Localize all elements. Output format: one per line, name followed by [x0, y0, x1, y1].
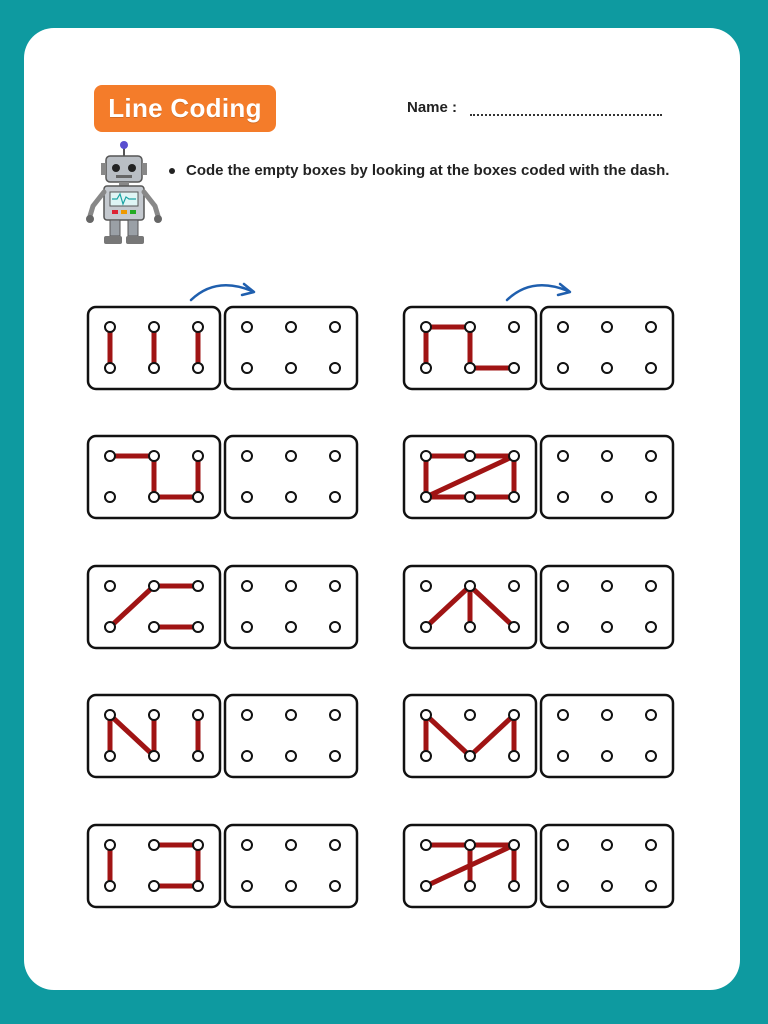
grid-dot [509, 492, 519, 502]
grid-dot [509, 622, 519, 632]
grid-dot[interactable] [602, 581, 612, 591]
grid-dot[interactable] [646, 710, 656, 720]
grid-dot [105, 581, 115, 591]
grid-dot[interactable] [602, 710, 612, 720]
grid-dot [105, 710, 115, 720]
grid-dot[interactable] [242, 710, 252, 720]
grid-dot [465, 581, 475, 591]
grid-dot[interactable] [286, 710, 296, 720]
grid-dot [509, 322, 519, 332]
puzzle-pair [88, 307, 357, 389]
grid-dot [193, 322, 203, 332]
grid-dot [509, 840, 519, 850]
grid-dot [105, 840, 115, 850]
grid-dot [421, 451, 431, 461]
example-box [88, 566, 220, 648]
grid-dot[interactable] [646, 840, 656, 850]
grid-dot[interactable] [646, 451, 656, 461]
grid-dot[interactable] [286, 581, 296, 591]
grid-dot[interactable] [330, 451, 340, 461]
grid-dot[interactable] [558, 492, 568, 502]
grid-dot[interactable] [646, 751, 656, 761]
grid-dot[interactable] [646, 881, 656, 891]
puzzle-pair [404, 695, 673, 777]
grid-dot[interactable] [558, 881, 568, 891]
grid-dot[interactable] [646, 622, 656, 632]
grid-dot [149, 492, 159, 502]
grid-dot[interactable] [558, 710, 568, 720]
empty-answer-box[interactable] [225, 695, 357, 777]
name-label: Name : [407, 99, 458, 116]
empty-answer-box[interactable] [541, 307, 673, 389]
grid-dot [193, 622, 203, 632]
grid-dot [193, 840, 203, 850]
grid-dot[interactable] [330, 322, 340, 332]
grid-dot[interactable] [646, 492, 656, 502]
grid-dot[interactable] [602, 622, 612, 632]
grid-dot[interactable] [286, 622, 296, 632]
grid-dot [465, 451, 475, 461]
grid-dot [509, 363, 519, 373]
grid-dot [105, 492, 115, 502]
grid-dot[interactable] [286, 881, 296, 891]
grid-dot[interactable] [602, 492, 612, 502]
grid-dot[interactable] [330, 881, 340, 891]
grid-dot[interactable] [602, 840, 612, 850]
grid-dot[interactable] [242, 363, 252, 373]
grid-dot[interactable] [286, 451, 296, 461]
grid-dot [465, 710, 475, 720]
grid-dot[interactable] [286, 840, 296, 850]
grid-dot [465, 492, 475, 502]
puzzle-pair [404, 566, 673, 648]
grid-dot[interactable] [330, 492, 340, 502]
grid-dot [421, 581, 431, 591]
grid-dot[interactable] [646, 322, 656, 332]
empty-answer-box[interactable] [541, 566, 673, 648]
grid-dot[interactable] [330, 581, 340, 591]
puzzle-pair [88, 825, 357, 907]
empty-answer-box[interactable] [225, 566, 357, 648]
puzzle-pair [404, 436, 673, 518]
grid-dot [193, 710, 203, 720]
grid-dot [465, 622, 475, 632]
grid-dot[interactable] [242, 840, 252, 850]
grid-dot[interactable] [242, 492, 252, 502]
grid-dot[interactable] [558, 451, 568, 461]
grid-dot [193, 751, 203, 761]
grid-dot [421, 492, 431, 502]
grid-dot[interactable] [558, 363, 568, 373]
grid-dot[interactable] [602, 363, 612, 373]
grid-dot [149, 840, 159, 850]
grid-dot [193, 581, 203, 591]
grid-dot [149, 581, 159, 591]
puzzle-pair [88, 566, 357, 648]
empty-answer-box[interactable] [541, 436, 673, 518]
grid-dot [105, 363, 115, 373]
grid-dot [421, 751, 431, 761]
grid-dot [465, 363, 475, 373]
grid-dot[interactable] [242, 451, 252, 461]
grid-dot[interactable] [558, 322, 568, 332]
grid-dot[interactable] [330, 363, 340, 373]
grid-dot[interactable] [558, 751, 568, 761]
grid-dot [509, 881, 519, 891]
empty-answer-box[interactable] [225, 436, 357, 518]
grid-dot [193, 492, 203, 502]
grid-dot [105, 622, 115, 632]
grid-dot [149, 881, 159, 891]
grid-dot[interactable] [330, 622, 340, 632]
grid-dot[interactable] [558, 840, 568, 850]
grid-dot [149, 363, 159, 373]
puzzle-pair [404, 825, 673, 907]
grid-dot [465, 840, 475, 850]
grid-dot [509, 451, 519, 461]
instruction-text: Code the empty boxes by looking at the boxes coded with the dash. [186, 162, 670, 179]
grid-dot[interactable] [646, 581, 656, 591]
grid-dot [509, 710, 519, 720]
grid-dot[interactable] [242, 581, 252, 591]
grid-dot[interactable] [602, 751, 612, 761]
grid-dot [193, 363, 203, 373]
grid-dot [421, 622, 431, 632]
grid-dot [509, 751, 519, 761]
grid-dot [149, 751, 159, 761]
grid-dot [149, 451, 159, 461]
grid-dot [149, 710, 159, 720]
grid-dot[interactable] [602, 322, 612, 332]
grid-dot[interactable] [330, 840, 340, 850]
grid-dot [105, 881, 115, 891]
puzzle-pair [88, 436, 357, 518]
grid-dot[interactable] [286, 322, 296, 332]
grid-dot[interactable] [646, 363, 656, 373]
grid-dot [105, 751, 115, 761]
grid-dot [421, 840, 431, 850]
grid-dot [149, 622, 159, 632]
grid-dot [421, 710, 431, 720]
grid-dot[interactable] [602, 451, 612, 461]
grid-dot[interactable] [330, 751, 340, 761]
grid-dot [105, 451, 115, 461]
grid-dot[interactable] [242, 751, 252, 761]
grid-dot [149, 322, 159, 332]
grid-dot[interactable] [558, 581, 568, 591]
worksheet-title: Line Coding [94, 85, 276, 132]
grid-dot[interactable] [286, 751, 296, 761]
empty-answer-box[interactable] [541, 825, 673, 907]
grid-dot [421, 363, 431, 373]
empty-answer-box[interactable] [225, 825, 357, 907]
grid-dot [193, 451, 203, 461]
grid-dot[interactable] [242, 322, 252, 332]
puzzle-pair [404, 307, 673, 389]
grid-dot[interactable] [602, 881, 612, 891]
grid-dot[interactable] [286, 492, 296, 502]
grid-dot[interactable] [330, 710, 340, 720]
puzzle-pair [88, 695, 357, 777]
grid-dot [465, 322, 475, 332]
grid-dot [105, 322, 115, 332]
grid-dot [465, 881, 475, 891]
grid-dot [465, 751, 475, 761]
grid-dot[interactable] [286, 363, 296, 373]
grid-dot [421, 322, 431, 332]
empty-answer-box[interactable] [225, 307, 357, 389]
grid-dot [193, 881, 203, 891]
grid-dot[interactable] [242, 881, 252, 891]
grid-dot[interactable] [242, 622, 252, 632]
grid-dot [421, 881, 431, 891]
grid-dot[interactable] [558, 622, 568, 632]
grid-dot [509, 581, 519, 591]
empty-answer-box[interactable] [541, 695, 673, 777]
